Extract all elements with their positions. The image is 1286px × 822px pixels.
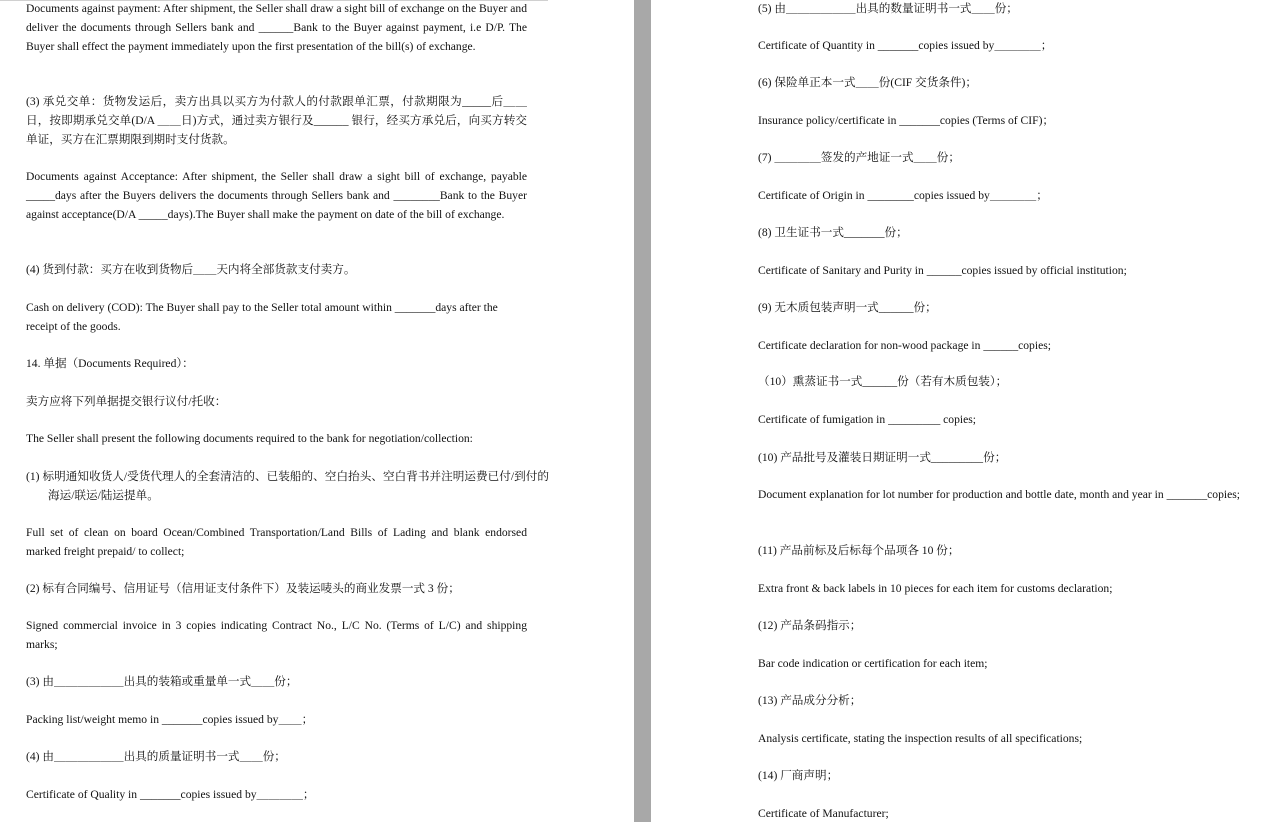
list-item-12-chinese: (12) 产品条码指示；	[758, 619, 862, 632]
list-item-1-chinese: (1) 标明通知收货人/受货代理人的全套清洁的、已装船的、空白抬头、空白背书并注明运费已付/到付的海运/联运/陆运提单。	[26, 470, 549, 502]
list-item-10a-chinese: （10）熏蒸证书一式______份（若有木质包装）；	[758, 375, 1008, 388]
list-item-9-english: Certificate declaration for non-wood package in ______copies;	[758, 339, 1051, 352]
list-item-8-english: Certificate of Sanitary and Purity in ______copies issued by official institution;	[758, 264, 1127, 277]
list-item-13-english: Analysis certificate, stating the inspection results of all specifications;	[758, 732, 1083, 745]
list-item-7-english: Certificate of Origin in ________copies issued by＿＿＿＿；	[758, 189, 1048, 202]
paragraph-da-chinese: (3) 承兑交单：货物发运后，卖方出具以买方为付款人的付款跟单汇票，付款期限为_____后＿＿日，按即期承兑交单(D/A ＿＿日)方式，通过卖方银行及______ 银行，经买方承兑后，向买方转交单证，买方在汇票期限到期时支付货款。	[26, 95, 527, 146]
list-item-2-chinese: (2) 标有合同编号、信用证号（信用证支付条件下）及装运唛头的商业发票一式 3 份；	[26, 582, 460, 595]
list-item-3-english: Packing list/weight memo in _______copies issued by＿＿；	[26, 713, 314, 726]
list-item-10a-english: Certificate of fumigation in _________ copies;	[758, 413, 976, 426]
paragraph-documents-intro-english: The Seller shall present the following documents required to the bank for negotiation/collection:	[26, 432, 473, 445]
section-heading-documents-required: 14. 单据（Documents Required）：	[26, 357, 194, 370]
list-item-9-chinese: (9) 无木质包装声明一式______份；	[758, 301, 937, 314]
paragraph-cod-chinese: (4) 货到付款：买方在收到货物后＿＿天内将全部货款支付卖方。	[26, 263, 356, 276]
document-page-right	[651, 0, 1286, 822]
list-item-4-english: Certificate of Quality in _______copies issued by＿＿＿＿；	[26, 788, 315, 801]
list-item-13-chinese: (13) 产品成分分析；	[758, 694, 862, 707]
document-page-left	[0, 0, 634, 822]
list-item-10b-english: Document explanation for lot number for production and bottle date, month and year in _______copies;	[758, 488, 1240, 501]
list-item-5-english: Certificate of Quantity in _______copies issued by＿＿＿＿；	[758, 39, 1053, 52]
list-item-3-chinese: (3) 由＿＿＿＿＿＿出具的装箱或重量单一式＿＿份；	[26, 675, 298, 688]
list-item-6-english: Insurance policy/certificate in _______copies (Terms of CIF)；	[758, 114, 1055, 127]
list-item-1-english: Full set of clean on board Ocean/Combined Transportation/Land Bills of Lading and blank endorsed marked freight prepaid/ to collect;	[26, 526, 527, 558]
list-item-7-chinese: (7) ＿＿＿＿签发的产地证一式＿＿份；	[758, 151, 960, 164]
list-item-6-chinese: (6) 保险单正本一式＿＿份(CIF 交货条件)；	[758, 76, 977, 89]
list-item-2-english: Signed commercial invoice in 3 copies indicating Contract No., L/C No. (Terms of L/C) and shipping marks;	[26, 619, 527, 651]
list-item-11-chinese: (11) 产品前标及后标每个品项各 10 份；	[758, 544, 960, 557]
page-gutter	[634, 0, 651, 822]
list-item-14-english: Certificate of Manufacturer;	[758, 807, 889, 820]
list-item-10b-chinese: (10) 产品批号及灌装日期证明一式_________份；	[758, 451, 1007, 464]
list-item-8-chinese: (8) 卫生证书一式_______份；	[758, 226, 908, 239]
list-item-14-chinese: (14) 厂商声明；	[758, 769, 839, 782]
list-item-12-english: Bar code indication or certification for each item;	[758, 657, 988, 670]
paragraph-da-english: Documents against Acceptance: After shipment, the Seller shall draw a sight bill of exchange, payable _____days after the Buyers delivers the documents through Sellers bank and ________Bank to the Buyer against acceptance(D/A _____days).The Buyer shall make the payment on date of the bill of exchange.	[26, 170, 527, 221]
list-item-5-chinese: (5) 由＿＿＿＿＿＿出具的数量证明书一式＿＿份；	[758, 2, 1018, 15]
paragraph-dp-english: Documents against payment: After shipment, the Seller shall draw a sight bill of exchange on the Buyer and deliver the documents through Sellers bank and ______Bank to the Buyer against payment, i.e D/P. The Buyer shall effect the payment immediately upon the first presentation of the bill(s) of exchange.	[26, 2, 527, 53]
paragraph-documents-intro-chinese: 卖方应将下列单据提交银行议付/托收：	[26, 395, 227, 408]
paragraph-cod-english: Cash on delivery (COD): The Buyer shall pay to the Seller total amount within _______days after the receipt of the goods.	[26, 301, 498, 333]
list-item-11-english: Extra front & back labels in 10 pieces for each item for customs declaration;	[758, 582, 1113, 595]
list-item-4-chinese: (4) 由＿＿＿＿＿＿出具的质量证明书一式＿＿份；	[26, 750, 286, 763]
